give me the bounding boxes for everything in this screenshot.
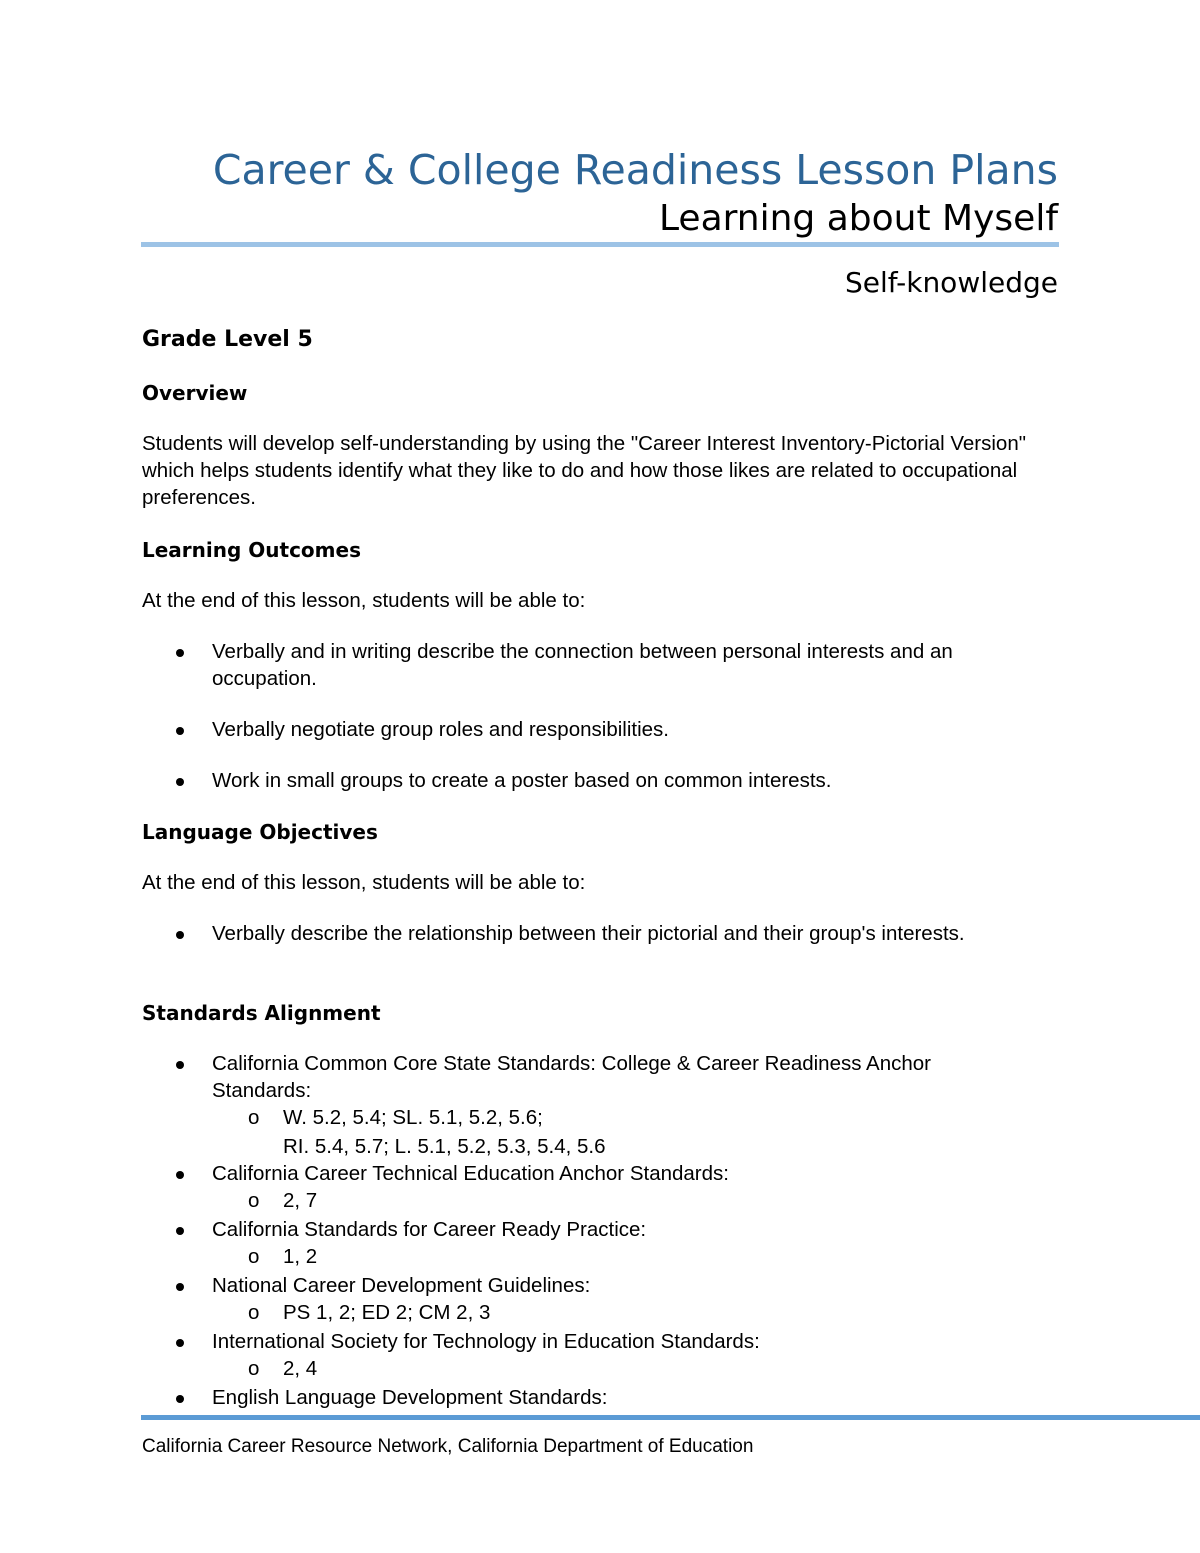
sub-list-item-text: RI. 5.4, 5.7; L. 5.1, 5.2, 5.3, 5.4, 5.6 <box>283 1135 606 1158</box>
header-divider <box>141 242 1059 247</box>
list-item-text: Work in small groups to create a poster based on common interests. <box>212 769 832 792</box>
list-item <box>142 1050 992 1104</box>
list-item <box>142 1160 1042 1187</box>
language-objectives-intro: At the end of this lesson, students will be able to: <box>142 871 586 894</box>
bullet-icon <box>176 1339 184 1347</box>
list-item-text: Verbally describe the relationship between their pictorial and their group's interests. <box>212 922 965 945</box>
sub-list-item <box>142 1355 317 1382</box>
list-item <box>142 1216 1042 1243</box>
overview-text: Students will develop self-understanding by using the "Career Interest Inventory-Pictorial Version" which helps students identify what they like to do and how those likes are related to occupational preferences. <box>142 432 1026 509</box>
sub-list-item-text: 1, 2 <box>283 1245 318 1268</box>
list-item-text: International Society for Technology in Education Standards: <box>212 1330 760 1353</box>
bullet-icon <box>176 1283 184 1291</box>
standards-heading: Standards Alignment <box>142 1001 381 1025</box>
list-item-text: California Career Technical Education Anchor Standards: <box>212 1162 729 1185</box>
sub-list-item <box>142 1243 317 1270</box>
sub-bullet-icon: o <box>248 1357 260 1380</box>
list-item <box>142 716 1042 743</box>
learning-outcomes-intro: At the end of this lesson, students will be able to: <box>142 589 586 612</box>
overview-heading: Overview <box>142 381 248 405</box>
list-item-text: Verbally and in writing describe the connection between personal interests and an occupation. <box>212 640 953 690</box>
bullet-icon <box>176 1171 184 1179</box>
sub-list-item-text: 2, 7 <box>283 1189 318 1212</box>
sub-list-item <box>142 1299 490 1326</box>
bullet-icon <box>176 931 184 939</box>
lesson-topic: Self-knowledge <box>845 266 1058 299</box>
sub-bullet-icon: o <box>248 1106 260 1129</box>
list-item-text: National Career Development Guidelines: <box>212 1274 591 1297</box>
list-item-text: English Language Development Standards: <box>212 1386 608 1409</box>
page-footer: California Career Resource Network, California Department of Education <box>142 1436 754 1457</box>
sub-bullet-icon: o <box>248 1301 260 1324</box>
list-item-text: California Standards for Career Ready Practice: <box>212 1218 647 1241</box>
bullet-icon <box>176 727 184 735</box>
footer-divider <box>141 1415 1200 1420</box>
sub-bullet-icon: o <box>248 1245 260 1268</box>
learning-outcomes-heading: Learning Outcomes <box>142 538 361 562</box>
list-item <box>142 638 1042 692</box>
bullet-icon <box>176 1227 184 1235</box>
sub-list-item-text: W. 5.2, 5.4; SL. 5.1, 5.2, 5.6; <box>283 1106 543 1129</box>
sub-list-item <box>142 1187 317 1214</box>
sub-bullet-icon: o <box>248 1189 260 1212</box>
grade-level-heading: Grade Level 5 <box>142 327 313 352</box>
list-item-text: California Common Core State Standards: College & Career Readiness Anchor Standards: <box>212 1052 932 1102</box>
lesson-subtitle: Learning about Myself <box>659 198 1058 239</box>
list-item-text: Verbally negotiate group roles and responsibilities. <box>212 718 669 741</box>
bullet-icon <box>176 1395 184 1403</box>
sub-list-item-text: 2, 4 <box>283 1357 318 1380</box>
list-item <box>142 1272 1042 1299</box>
sub-list-item-continuation <box>142 1133 606 1160</box>
language-objectives-heading: Language Objectives <box>142 820 378 844</box>
list-item <box>142 920 1002 947</box>
bullet-icon <box>176 649 184 657</box>
bullet-icon <box>176 1061 184 1069</box>
list-item <box>142 767 1042 794</box>
sub-list-item-text: PS 1, 2; ED 2; CM 2, 3 <box>283 1301 491 1324</box>
bullet-icon <box>176 778 184 786</box>
sub-list-item <box>142 1104 543 1131</box>
list-item <box>142 1328 1042 1355</box>
list-item <box>142 1384 1042 1411</box>
document-title: Career & College Readiness Lesson Plans <box>212 146 1058 194</box>
